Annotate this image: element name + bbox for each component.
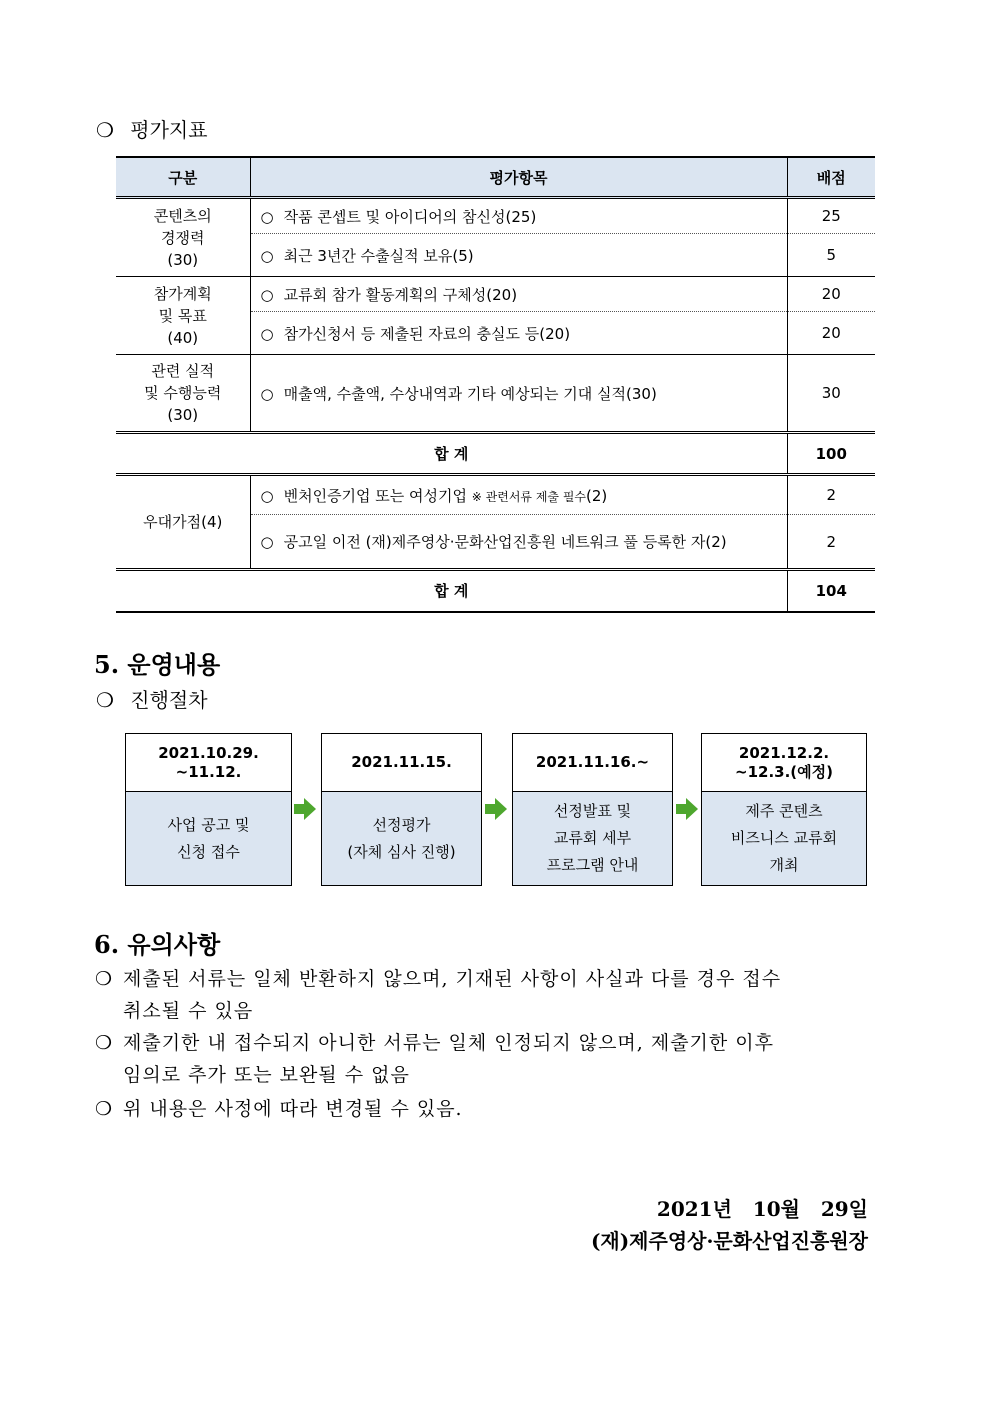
table-row xyxy=(116,198,875,234)
eval-title-text: 평가지표 xyxy=(130,118,208,142)
item-cell xyxy=(250,234,787,277)
bonus-category-cell: 우대가점(4) xyxy=(116,475,250,570)
note-item xyxy=(95,1027,774,1091)
flow-step-desc: 선정발표 및 교류회 세부 프로그램 안내 xyxy=(513,792,672,885)
header-score: 배점 xyxy=(787,157,875,198)
flow-step-1 xyxy=(125,733,292,886)
section5-subtitle xyxy=(96,684,208,713)
subtitle-text: 진행절차 xyxy=(130,688,208,712)
note-line: 임의로 추가 또는 보완될 수 없음 xyxy=(123,1064,410,1086)
score-cell: 5 xyxy=(787,234,875,277)
item-text: 참가신청서 등 제출된 자료의 충실도 등(20) xyxy=(283,324,571,343)
flow-step-desc: 사업 공고 및 신청 접수 xyxy=(126,792,291,885)
eval-section-title xyxy=(96,114,208,143)
item-suffix: (2) xyxy=(586,486,608,505)
small-circle-icon: ○ xyxy=(260,486,274,505)
note-line: 제출기한 내 접수되지 아니한 서류는 일체 인정되지 않으며, 제출기한 이후 xyxy=(123,1032,775,1054)
small-circle-icon: ○ xyxy=(260,285,274,304)
circle-bullet-icon: ❍ xyxy=(95,1032,114,1054)
category-cell: 참가계획 및 목표 (40) xyxy=(116,277,250,355)
table-row xyxy=(116,475,875,515)
score-cell: 2 xyxy=(787,475,875,515)
item-text: 작품 콘셉트 및 아이디어의 참신성(25) xyxy=(283,207,537,226)
circle-bullet-icon: ❍ xyxy=(95,1098,114,1120)
score-cell: 20 xyxy=(787,277,875,312)
item-cell xyxy=(250,515,787,570)
flow-step-desc: 제주 콘텐츠 비즈니스 교류회 개최 xyxy=(702,792,866,885)
section6-heading: 6. 유의사항 xyxy=(94,930,221,959)
category-cell: 콘텐츠의 경쟁력 (30) xyxy=(153,206,212,269)
section5-heading: 5. 운영내용 xyxy=(94,650,221,679)
item-cell xyxy=(250,355,787,433)
note-line: 취소될 수 있음 xyxy=(123,1000,254,1022)
item-text: 벤처인증기업 또는 여성기업 xyxy=(283,486,472,505)
small-circle-icon: ○ xyxy=(260,324,274,343)
flow-step-4 xyxy=(701,733,867,886)
issuing-organization: (재)제주영상·문화산업진흥원장 xyxy=(590,1229,868,1253)
flow-step-2 xyxy=(321,733,482,886)
item-text: 교류회 참가 활동계획의 구체성(20) xyxy=(283,285,518,304)
score-cell: 30 xyxy=(787,355,875,433)
item-cell xyxy=(250,277,787,312)
small-circle-icon: ○ xyxy=(260,246,274,265)
note-item xyxy=(95,963,781,1027)
subtotal-score: 100 xyxy=(787,433,875,475)
flow-step-date: 2021.12.2. ~12.3.(예정) xyxy=(702,734,866,792)
flow-step-date: 2021.10.29. ~11.12. xyxy=(126,734,291,792)
item-cell xyxy=(250,198,787,234)
flow-step-date: 2021.11.16.~ xyxy=(513,734,672,792)
evaluation-table xyxy=(116,156,875,613)
header-item: 평가항목 xyxy=(250,157,787,198)
score-cell: 20 xyxy=(787,312,875,355)
small-circle-icon: ○ xyxy=(260,207,274,226)
table-row xyxy=(116,355,875,433)
note-line: 제출된 서류는 일체 반환하지 않으며, 기재된 사항이 사실과 다를 경우 접수 xyxy=(123,968,782,990)
total-label: 합 계 xyxy=(116,570,787,612)
header-category: 구분 xyxy=(116,157,250,198)
total-score: 104 xyxy=(787,570,875,612)
score-cell: 2 xyxy=(787,515,875,570)
total-row xyxy=(116,570,875,612)
note-line: 위 내용은 사정에 따라 변경될 수 있음. xyxy=(123,1098,463,1120)
subtotal-label: 합 계 xyxy=(116,433,787,475)
score-cell: 25 xyxy=(787,198,875,234)
item-text: 최근 3년간 수출실적 보유(5) xyxy=(283,246,474,265)
subtotal-row xyxy=(116,433,875,475)
table-header-row xyxy=(116,157,875,198)
note-item xyxy=(95,1093,463,1125)
item-text: 공고일 이전 (재)제주영상·문화산업진흥원 네트워크 풀 등록한 자(2) xyxy=(283,533,727,551)
item-cell xyxy=(250,475,787,515)
small-circle-icon: ○ xyxy=(260,533,274,551)
flow-step-date: 2021.11.15. xyxy=(322,734,481,792)
item-cell xyxy=(250,312,787,355)
flow-step-desc: 선정평가 (자체 심사 진행) xyxy=(322,792,481,885)
circle-bullet-icon: ❍ xyxy=(96,118,114,142)
item-text: 매출액, 수출액, 수상내역과 기타 예상되는 기대 실적(30) xyxy=(283,384,657,403)
issue-date: 2021년 10월 29일 xyxy=(656,1197,868,1221)
category-cell: 관련 실적 및 수행능력 (30) xyxy=(116,355,250,433)
circle-bullet-icon: ❍ xyxy=(96,688,114,712)
item-note: ※ 관련서류 제출 필수 xyxy=(471,489,587,504)
circle-bullet-icon: ❍ xyxy=(95,968,114,990)
flow-step-3 xyxy=(512,733,673,886)
small-circle-icon: ○ xyxy=(260,384,274,403)
table-row xyxy=(116,277,875,312)
